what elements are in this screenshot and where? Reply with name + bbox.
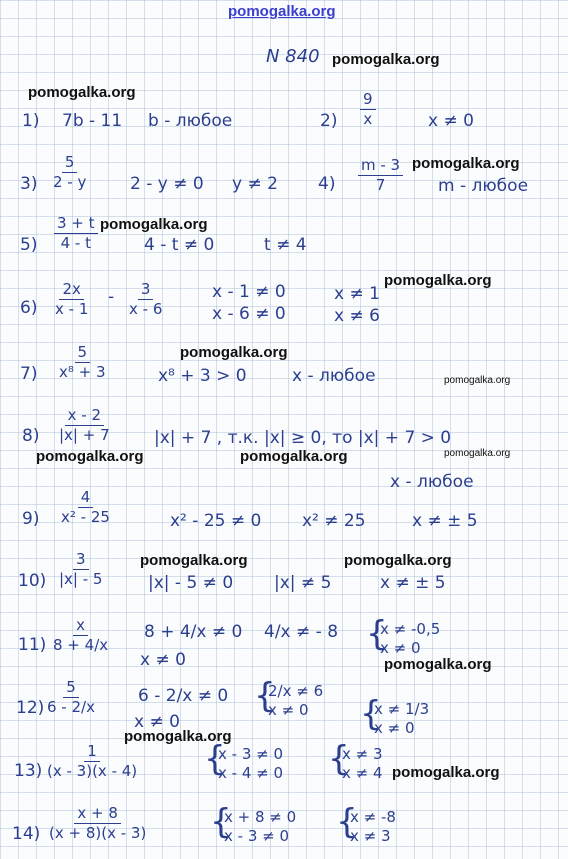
item-8-note: x - любое: [390, 472, 474, 492]
item-9-fraction: [58, 490, 113, 525]
system-line: { x ≠ 1/3: [374, 700, 430, 718]
site-watermark: pomogalka.org: [332, 51, 440, 68]
item-12-fraction: [44, 680, 98, 715]
item-2-condition: x ≠ 0: [428, 111, 474, 131]
system-line: { x - 3 ≠ 0: [218, 745, 284, 763]
item-9-result: x ≠ ± 5: [412, 511, 478, 531]
item-11-condition: 8 + 4/x ≠ 0: [144, 622, 243, 642]
item-9-number: 9): [22, 509, 40, 529]
fraction-numerator: x: [73, 618, 88, 636]
fraction-numerator: 5: [75, 345, 91, 363]
system-line: x ≠ 4: [342, 763, 383, 782]
site-watermark: pomogalka.org: [444, 448, 511, 459]
fraction-denominator: |x| - 5: [59, 570, 103, 588]
item-14-system: [212, 808, 296, 846]
item-10-condition: |x| - 5 ≠ 0: [148, 573, 234, 593]
fraction-numerator: 4: [78, 490, 94, 508]
site-watermark: pomogalka.org: [124, 728, 232, 745]
item-1-expression: 7b - 11: [62, 111, 123, 131]
fraction-numerator: x + 8: [74, 806, 121, 824]
item-12-domain: x ≠ 0: [134, 712, 180, 732]
item-10-fraction: [56, 552, 105, 587]
fraction-numerator: 9: [360, 92, 376, 110]
item-10-result: x ≠ ± 5: [380, 573, 446, 593]
item-1-note: b - любое: [148, 111, 233, 131]
item-12-system: [256, 682, 323, 720]
item-11-number: 11): [18, 635, 47, 655]
site-watermark: pomogalka.org: [240, 448, 348, 465]
site-watermark-top[interactable]: pomogalka.org: [228, 3, 336, 20]
fraction-denominator: x - 6: [129, 300, 163, 318]
fraction-denominator: |x| + 7: [59, 426, 110, 444]
item-6-number: 6): [20, 298, 38, 318]
item-11-system: [368, 620, 440, 658]
item-13-number: 13): [14, 761, 43, 781]
item-13-system: [206, 745, 283, 783]
item-13-result-system: [330, 745, 383, 783]
item-3-result: y ≠ 2: [232, 174, 278, 194]
item-11-domain: x ≠ 0: [140, 650, 186, 670]
item-4-fraction: [358, 158, 403, 193]
item-14-fraction: [46, 806, 149, 841]
fraction-denominator: x² - 25: [61, 508, 110, 526]
site-watermark: pomogalka.org: [28, 84, 136, 101]
fraction-denominator: 2 - y: [53, 173, 87, 191]
site-watermark: pomogalka.org: [100, 216, 208, 233]
item-8-fraction: [56, 408, 113, 443]
item-5-number: 5): [20, 235, 38, 255]
item-6-condition-1: x - 1 ≠ 0: [212, 282, 286, 302]
item-9-step: x² ≠ 25: [302, 511, 366, 531]
fraction-denominator: 6 - 2/x: [47, 698, 95, 716]
item-6-minus: -: [108, 287, 115, 307]
fraction-denominator: (x - 3)(x - 4): [47, 762, 138, 780]
item-12-result-system: [362, 700, 429, 738]
item-6-result-1: x ≠ 1: [334, 284, 380, 304]
item-14-number: 14): [12, 824, 41, 844]
site-watermark: pomogalka.org: [344, 552, 452, 569]
item-6-fraction-2: [126, 282, 165, 317]
system-line: x ≠ 0: [380, 638, 421, 657]
site-watermark: pomogalka.org: [444, 375, 511, 386]
fraction-numerator: 3 + t: [54, 216, 98, 234]
fraction-numerator: 1: [84, 744, 100, 762]
item-5-condition: 4 - t ≠ 0: [144, 235, 215, 255]
site-watermark: pomogalka.org: [384, 656, 492, 673]
fraction-numerator: 3: [73, 552, 89, 570]
system-line: x ≠ 3: [350, 826, 391, 845]
item-8-reasoning: |x| + 7 , т.к. |x| ≥ 0, то |x| + 7 > 0: [154, 428, 452, 448]
site-watermark: pomogalka.org: [140, 552, 248, 569]
item-4-note: m - любое: [438, 176, 529, 196]
item-7-number: 7): [20, 364, 38, 384]
fraction-denominator: 4 - t: [60, 234, 91, 252]
item-3-condition: 2 - y ≠ 0: [130, 174, 204, 194]
item-6-fraction-1: [52, 282, 91, 317]
item-6-result-2: x ≠ 6: [334, 306, 380, 326]
system-line: { x ≠ 3: [342, 745, 383, 763]
item-7-condition: x⁸ + 3 > 0: [158, 366, 247, 386]
system-line: x - 3 ≠ 0: [224, 826, 290, 845]
item-13-fraction: [44, 744, 140, 779]
item-12-condition: 6 - 2/x ≠ 0: [138, 686, 229, 706]
item-11-fraction: [50, 618, 111, 653]
fraction-numerator: 2x: [59, 282, 83, 300]
item-11-step: 4/x ≠ - 8: [264, 622, 339, 642]
item-5-fraction: [54, 216, 98, 251]
item-1-number: 1): [22, 111, 40, 131]
fraction-numerator: x - 2: [65, 408, 104, 426]
item-14-result-system: [338, 808, 396, 846]
fraction-numerator: 5: [62, 155, 78, 173]
item-3-fraction: [50, 155, 89, 190]
fraction-denominator: x: [363, 110, 373, 128]
site-watermark: pomogalka.org: [412, 155, 520, 172]
item-7-note: x - любое: [292, 366, 376, 386]
item-8-number: 8): [22, 426, 40, 446]
fraction-denominator: 7: [375, 176, 386, 194]
fraction-numerator: 5: [63, 680, 79, 698]
fraction-numerator: 3: [138, 282, 154, 300]
system-line: { 2/x ≠ 6: [268, 682, 324, 700]
problem-number-title: N 840: [266, 46, 320, 67]
system-line: x ≠ 0: [374, 718, 415, 737]
system-line: { x ≠ -8: [350, 808, 396, 826]
fraction-denominator: (x + 8)(x - 3): [49, 824, 147, 842]
system-line: x - 4 ≠ 0: [218, 763, 284, 782]
fraction-denominator: x⁸ + 3: [59, 363, 106, 381]
item-7-fraction: [56, 345, 109, 380]
site-watermark: pomogalka.org: [384, 272, 492, 289]
item-12-number: 12): [16, 698, 45, 718]
system-line: { x + 8 ≠ 0: [224, 808, 297, 826]
item-5-result: t ≠ 4: [264, 235, 307, 255]
system-line: { x ≠ -0,5: [380, 620, 441, 638]
item-10-number: 10): [18, 571, 47, 591]
item-2-fraction: [360, 92, 376, 127]
system-line: x ≠ 0: [268, 700, 309, 719]
item-10-step: |x| ≠ 5: [274, 573, 332, 593]
fraction-denominator: x - 1: [55, 300, 89, 318]
item-3-number: 3): [20, 174, 38, 194]
fraction-denominator: 8 + 4/x: [53, 636, 109, 654]
site-watermark: pomogalka.org: [392, 764, 500, 781]
item-6-condition-2: x - 6 ≠ 0: [212, 304, 286, 324]
fraction-numerator: m - 3: [358, 158, 403, 176]
site-watermark: pomogalka.org: [180, 344, 288, 361]
item-9-condition: x² - 25 ≠ 0: [170, 511, 262, 531]
item-4-number: 4): [318, 174, 336, 194]
site-watermark: pomogalka.org: [36, 448, 144, 465]
item-2-number: 2): [320, 111, 338, 131]
